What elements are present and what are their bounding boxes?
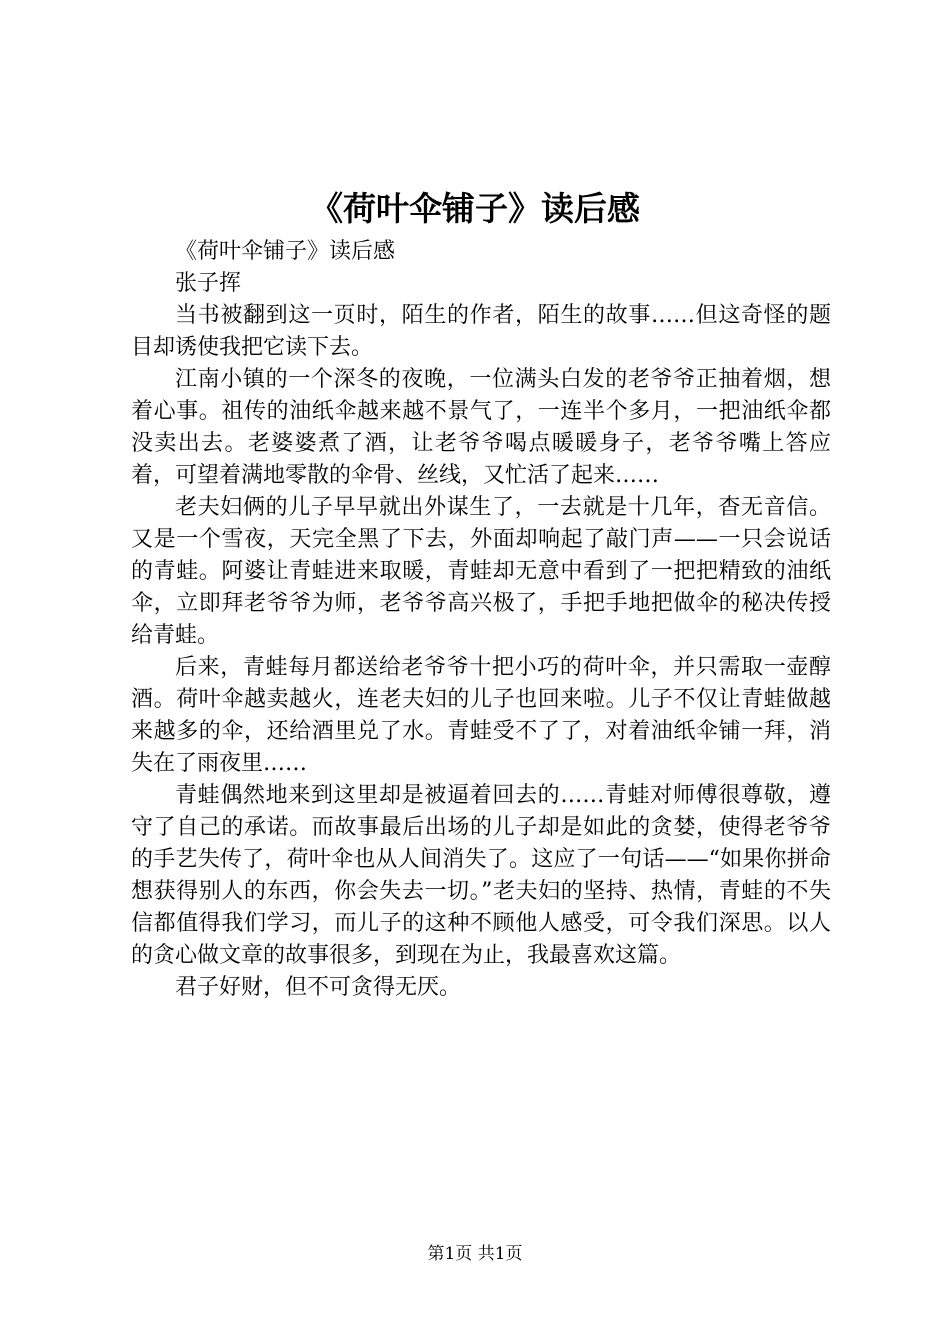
- document-body: [131, 236, 831, 1004]
- paragraph: 当书被翻到这一页时，陌生的作者，陌生的故事……但这奇怪的题目却诱使我把它读下去。: [131, 303, 831, 360]
- document-title: 《荷叶伞铺子》读后感: [310, 189, 640, 228]
- paragraph: 老夫妇俩的儿子早早就出外谋生了，一去就是十几年，杳无音信。又是一个雪夜，天完全黑了下去，外面却响起了敲门声——一只会说话的青蛙。阿婆让青蛙进来取暖，青蛙却无意中看到了一把把精致的油纸伞，立即拜老爷爷为师，老爷爷高兴极了，手把手地把做伞的秘决传授给青蛙。: [131, 495, 831, 648]
- paragraph-closing: 君子好财，但不可贪得无厌。: [175, 975, 462, 1000]
- paragraph-author: 张子挥: [175, 271, 242, 296]
- page-footer: 第1页 共1页: [427, 1244, 523, 1264]
- paragraph: 江南小镇的一个深冬的夜晚，一位满头白发的老爷爷正抽着烟，想着心事。祖传的油纸伞越来越不景气了，一连半个多月，一把油纸伞都没卖出去。老婆婆煮了酒，让老爷爷喝点暖暖身子，老爷爷嘴上答应着，可望着满地零散的伞骨、丝线，又忙活了起来……: [131, 367, 831, 488]
- paragraph-subtitle: 《荷叶伞铺子》读后感: [175, 239, 396, 264]
- paragraph: 后来，青蛙每月都送给老爷爷十把小巧的荷叶伞，并只需取一壶醇酒。荷叶伞越卖越火，连老夫妇的儿子也回来啦。儿子不仅让青蛙做越来越多的伞，还给酒里兑了水。青蛙受不了了，对着油纸伞铺一拜，消失在了雨夜里……: [131, 655, 831, 776]
- paragraph: 青蛙偶然地来到这里却是被逼着回去的……青蛙对师傅很尊敬，遵守了自己的承诺。而故事最后出场的儿子却是如此的贪婪，使得老爷爷的手艺失传了，荷叶伞也从人间消失了。这应了一句话——“如果你拼命想获得别人的东西，你会失去一切。”老夫妇的坚持、热情，青蛙的不失信都值得我们学习，而儿子的这种不顾他人感受，可令我们深思。以人的贪心做文章的故事很多，到现在为止，我最喜欢这篇。: [131, 783, 831, 968]
